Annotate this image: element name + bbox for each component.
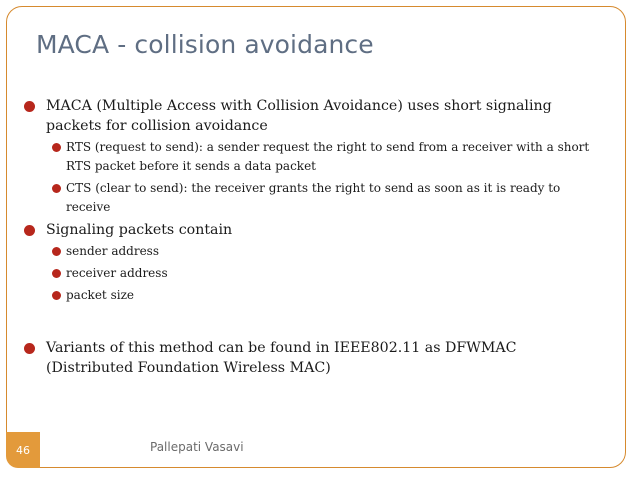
bullet-dot-icon [52,291,61,300]
slide-title: MACA - collision avoidance [36,30,374,59]
sub-bullet-item [20,242,600,261]
sub-bullet-item [20,264,600,283]
bullet-list [20,96,600,380]
bullet-dot-icon [52,269,61,278]
bullet-dot-icon [52,143,61,152]
bullet-dot-icon [24,343,35,354]
bullet-dot-icon [24,101,35,112]
bullet-text: receiver address [66,266,168,280]
bullet-text: CTS (clear to send): the receiver grants the right to send as soon as it is ready to receive [66,181,561,214]
spacer [20,308,600,338]
page-number: 46 [16,443,30,457]
page-number-badge [6,432,40,468]
bullet-item [20,96,600,136]
bullet-text: Signaling packets contain [46,222,233,238]
bullet-dot-icon [24,225,35,236]
bullet-item [20,220,600,240]
bullet-dot-icon [52,184,61,193]
bullet-text: Variants of this method can be found in IEEE802.11 as DFWMAC (Distributed Foundation Wireless MAC) [46,340,517,376]
bullet-text: sender address [66,244,159,258]
sub-bullet-item [20,286,600,305]
bullet-item [20,338,600,378]
footer-author: Pallepati Vasavi [150,440,244,454]
sub-bullet-item [20,179,600,217]
sub-bullet-item [20,138,600,176]
bullet-text: MACA (Multiple Access with Collision Avoidance) uses short signaling packets for collision avoidance [46,98,552,134]
bullet-dot-icon [52,247,61,256]
bullet-text: RTS (request to send): a sender request the right to send from a receiver with a short RTS packet before it sends a data packet [66,140,590,173]
bullet-text: packet size [66,288,134,302]
